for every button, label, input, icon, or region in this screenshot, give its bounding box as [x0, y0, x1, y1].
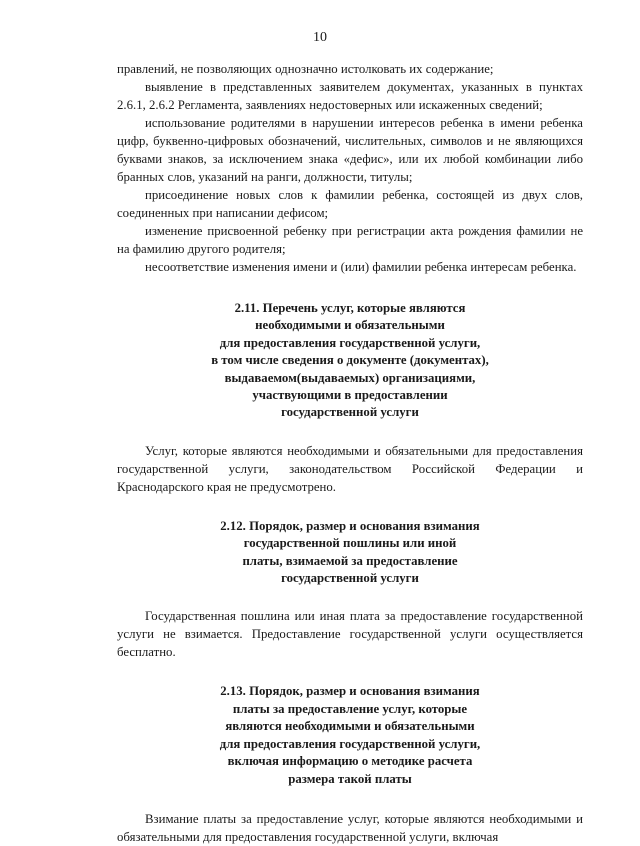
section-heading-2-12 [117, 518, 583, 588]
paragraph: изменение присвоенной ребенку при регистрации акта рождения фамилии не на фамилию другого родителя; [117, 224, 583, 256]
heading-line: платы, взимаемой за предоставление [242, 553, 458, 568]
paragraph: выявление в представленных заявителем документах, указанных в пунктах 2.6.1, 2.6.2 Регламента, заявлениях недостоверных или искаженных сведений; [117, 80, 583, 112]
document-body [117, 60, 583, 846]
paragraph: несоответствие изменения имени и (или) фамилии ребенка интересам ребенка. [145, 260, 577, 274]
heading-line: для предоставления государственной услуги, [219, 335, 481, 350]
heading-line: 2.11. Перечень услуг, которые являются [234, 301, 466, 315]
heading-line: государственной услуги [281, 571, 419, 586]
section-heading-2-11 [117, 300, 583, 422]
heading-line: 2.12. Порядок, размер и основания взимания [220, 518, 480, 533]
heading-line: в том числе сведения о документе (документах), [211, 353, 489, 368]
paragraph: присоединение новых слов к фамилии ребенка, состоящей из двух слов, соединенных при написании дефисом; [117, 188, 583, 220]
heading-line: необходимыми и обязательными [255, 318, 445, 333]
heading-line: являются необходимыми и обязательными [225, 719, 475, 734]
heading-line: участвующими в предоставлении [252, 388, 448, 403]
heading-line: размера такой платы [288, 771, 412, 786]
heading-line: платы за предоставление услуг, которые [232, 701, 468, 716]
heading-line: включая информацию о методике расчета [227, 754, 473, 769]
paragraph: использование родителями в нарушении интересов ребенка в имени ребенка цифр, буквенно-цифровых обозначений, числительных, символов и не являющихся буквами знаков, за исключением знака «дефис», или их любой комбинации либо бранных слов, указаний на ранги, должности, титулы; [117, 116, 583, 184]
section-heading-2-13 [117, 683, 583, 787]
heading-line: выдаваемом(выдаваемых) организациями, [224, 370, 476, 385]
heading-line: 2.13. Порядок, размер и основания взимания [220, 684, 480, 699]
paragraph: правлений, не позволяющих однозначно истолковать их содержание; [117, 62, 494, 76]
heading-line: государственной услуги [281, 405, 419, 420]
paragraph: Государственная пошлина или иная плата за предоставление государственной услуги не взимается. Предоставление государственной услуги осуществляется бесплатно. [117, 609, 583, 660]
paragraph: Взимание платы за предоставление услуг, которые являются необходимыми и обязательными для предоставления государственной услуги, включая [117, 811, 583, 844]
heading-line: государственной пошлины или иной [243, 536, 457, 551]
paragraph: Услуг, которые являются необходимыми и обязательными для предоставления государственной услуги, законодательством Российской Федерации и Краснодарского края не предусмотрено. [117, 443, 583, 494]
heading-line: для предоставления государственной услуги, [219, 736, 481, 751]
page-number: 10 [313, 30, 327, 45]
